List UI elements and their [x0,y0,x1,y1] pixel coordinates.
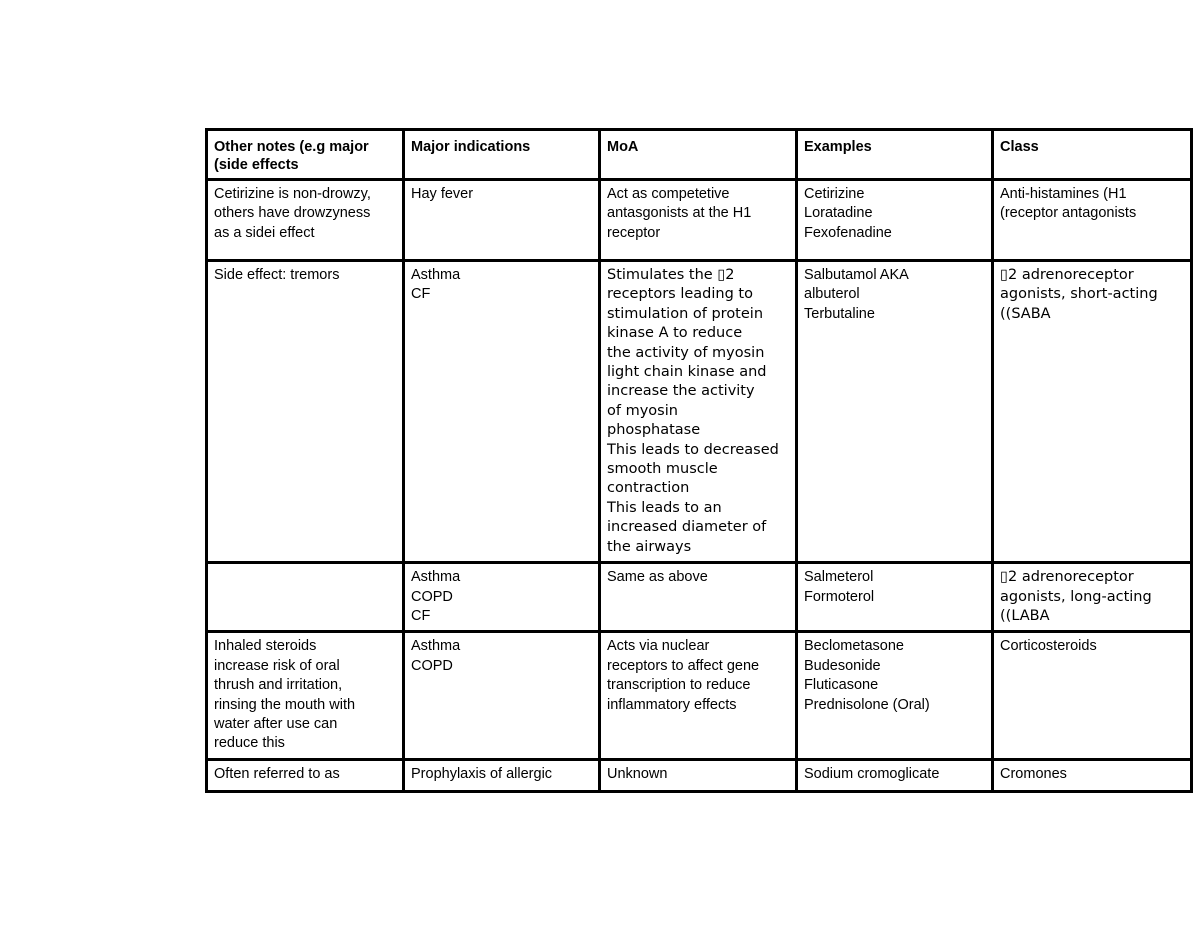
header-other-notes: Other notes (e.g major (side effects [207,130,404,180]
cell-examples: Salbutamol AKA albuterol Terbutaline [797,261,993,563]
cell-other-notes: Often referred to as [207,759,404,791]
table-header-row [207,130,1192,180]
table-row [207,180,1192,261]
cell-moa: Unknown [600,759,797,791]
cell-examples: Salmeterol Formoterol [797,563,993,632]
cell-moa: Stimulates the ▯2 receptors leading to stimulation of protein kinase A to reduce the activity of myosin light chain kinase and increase the activity of myosin phosphatase This leads to decreased smooth muscle contraction This leads to an increased diameter of the airways [600,261,797,563]
table-row [207,632,1192,759]
cell-moa: Acts via nuclear receptors to affect gene transcription to reduce inflammatory effects [600,632,797,759]
cell-major-indications: Prophylaxis of allergic [404,759,600,791]
cell-class: Anti-histamines (H1 (receptor antagonists [993,180,1192,261]
cell-moa: Act as competetive antasgonists at the H1 receptor [600,180,797,261]
cell-class: Cromones [993,759,1192,791]
cell-examples: Beclometasone Budesonide Fluticasone Prednisolone (Oral) [797,632,993,759]
cell-other-notes: Inhaled steroids increase risk of oral thrush and irritation, rinsing the mouth with water after use can reduce this [207,632,404,759]
cell-other-notes [207,563,404,632]
cell-major-indications: Asthma COPD [404,632,600,759]
drug-classes-table [205,128,1193,793]
cell-other-notes: Cetirizine is non-drowzy, others have drowzyness as a sidei effect [207,180,404,261]
cell-class: ▯2 adrenoreceptor agonists, short-acting ((SABA [993,261,1192,563]
cell-moa: Same as above [600,563,797,632]
header-moa: MoA [600,130,797,180]
cell-major-indications: Asthma CF [404,261,600,563]
header-examples: Examples [797,130,993,180]
table-row [207,563,1192,632]
cell-class: Corticosteroids [993,632,1192,759]
cell-other-notes: Side effect: tremors [207,261,404,563]
header-class: Class [993,130,1192,180]
header-major-indications: Major indications [404,130,600,180]
cell-class: ▯2 adrenoreceptor agonists, long-acting ((LABA [993,563,1192,632]
table-row [207,759,1192,791]
cell-major-indications: Hay fever [404,180,600,261]
table-row [207,261,1192,563]
cell-examples: Cetirizine Loratadine Fexofenadine [797,180,993,261]
cell-major-indications: Asthma COPD CF [404,563,600,632]
cell-examples: Sodium cromoglicate [797,759,993,791]
